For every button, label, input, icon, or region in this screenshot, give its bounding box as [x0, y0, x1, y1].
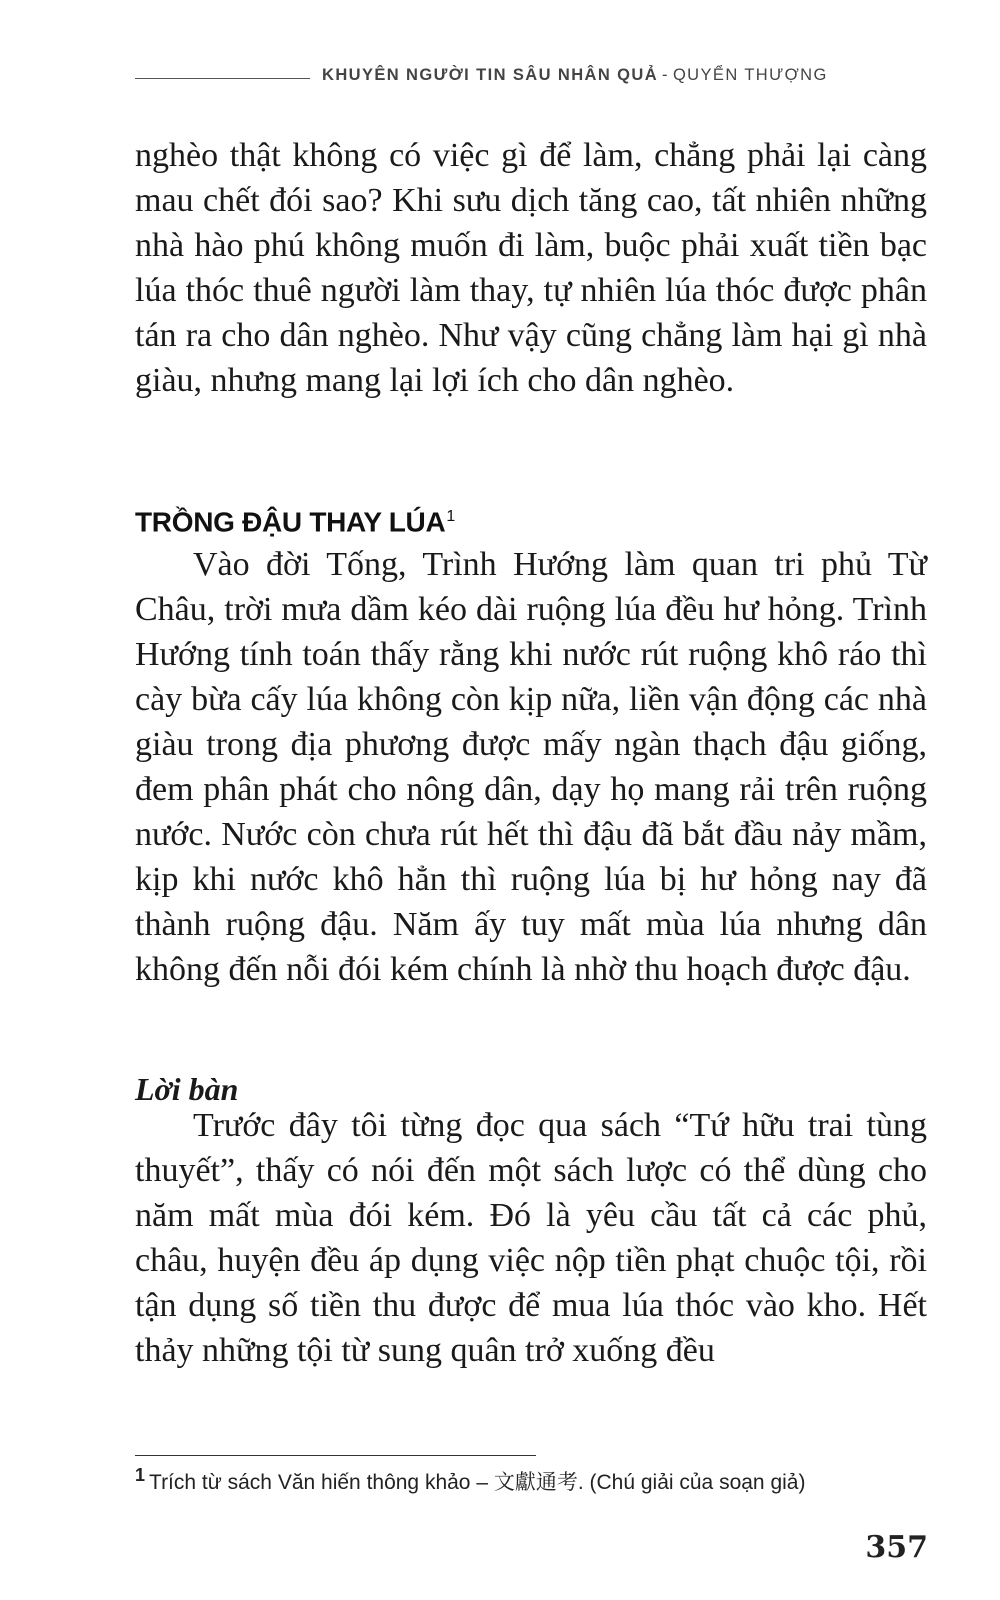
- running-header-volume: QUYỂN THƯỢNG: [672, 66, 828, 84]
- section-heading: [135, 497, 455, 542]
- continuation-paragraph: nghèo thật không có việc gì để làm, chẳng phải lại càng mau chết đói sao? Khi sưu dịch tăng cao, tất nhiên những nhà hào phú không muốn đi làm, buộc phải xuất tiền bạc lúa thóc thuê người làm thay, tự nhiên lúa thóc được phân tán ra cho dân nghèo. Như vậy cũng chẳng làm hại gì nhà giàu, nhưng mang lại lợi ích cho dân nghèo.: [135, 137, 927, 399]
- story-paragraph: Vào đời Tống, Trình Hướng làm quan tri phủ Từ Châu, trời mưa dầm kéo dài ruộng lúa đều hư hỏng. Trình Hướng tính toán thấy rằng khi nước rút ruộng khô ráo thì cày bừa cấy lúa không còn kịp nữa, liền vận động các nhà giàu trong địa phương được mấy ngàn thạch đậu giống, đem phân phát cho nông dân, dạy họ mang rải trên ruộng nước. Nước còn chưa rút hết thì đậu đã bắt đầu nảy mầm, kịp khi nước khô hẳn thì ruộng lúa bị hư hỏng nay đã thành ruộng đậu. Năm ấy tuy mất mùa lúa nhưng dân không đến nỗi đói kém chính là nhờ thu hoạch được đậu.: [135, 546, 927, 988]
- running-header: [322, 63, 927, 87]
- footnote-text: Trích từ sách Văn hiến thông khảo – 文獻通考. (Chú giải của soạn giả): [149, 1471, 806, 1494]
- section-heading-title: TRỒNG ĐẬU THAY LÚA: [135, 506, 446, 538]
- running-header-book-title: KHUYÊN NGƯỜI TIN SÂU NHÂN QUẢ: [322, 66, 659, 84]
- footnote-reference: 1: [446, 508, 456, 525]
- footnote-mark: 1: [135, 1465, 146, 1485]
- running-header-separator: -: [662, 66, 669, 84]
- header-rule: [135, 78, 310, 79]
- page-number: 357: [865, 1530, 928, 1565]
- commentary-heading: Lời bàn: [135, 1071, 239, 1107]
- footnote-rule: [135, 1455, 536, 1456]
- footnote: [135, 1460, 935, 1498]
- commentary-paragraph: Trước đây tôi từng đọc qua sách “Tứ hữu trai tùng thuyết”, thấy có nói đến một sách lược có thể dùng cho năm mất mùa đói kém. Đó là yêu cầu tất cả các phủ, châu, huyện đều áp dụng việc nộp tiền phạt chuộc tội, rồi tận dụng số tiền thu được để mua lúa thóc vào kho. Hết thảy những tội từ sung quân trở xuống đều: [135, 1107, 927, 1369]
